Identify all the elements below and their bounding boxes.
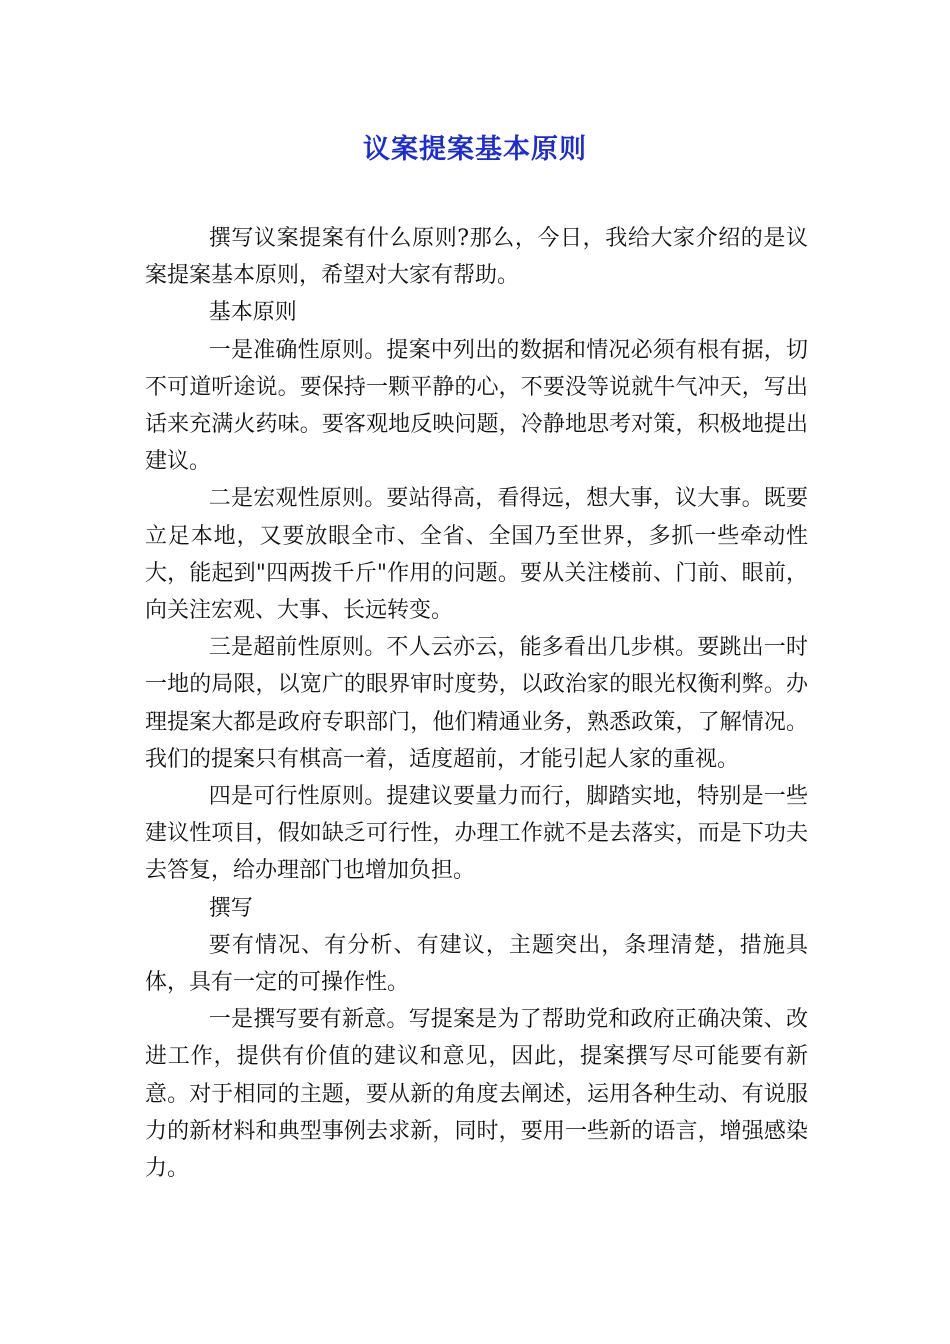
- paragraph-writing-requirements: 要有情况、有分析、有建议，主题突出，条理清楚，措施具体，具有一定的可操作性。: [145, 932, 808, 996]
- section-heading-writing: 撰写: [208, 895, 253, 921]
- paragraph-macro-principle: 二是宏观性原则。要站得高，看得远，想大事，议大事。既要立足本地，又要放眼全市、全省、全国乃至世界，多抓一些牵动性大，能起到"四两拨千斤"作用的问题。要从关注楼前、门前、眼前，向关注宏观、大事、长远转变。: [145, 486, 808, 624]
- paragraph-feasibility-principle: 四是可行性原则。提建议要量力而行，脚踏实地，特别是一些建议性项目，假如缺乏可行性，办理工作就不是去落实，而是下功夫去答复，给办理部门也增加负担。: [145, 784, 808, 884]
- paragraph-intro: 撰写议案提案有什么原则?那么，今日，我给大家介绍的是议案提案基本原则，希望对大家有帮助。: [145, 226, 808, 289]
- paragraph-forward-looking-principle: 三是超前性原则。不人云亦云，能多看出几步棋。要跳出一时一地的局限，以宽广的眼界审时度势，以政治家的眼光权衡利弊。办理提案大都是政府专职部门，他们精通业务，熟悉政策，了解情况。我们的提案只有棋高一着，适度超前，才能引起人家的重视。: [145, 635, 808, 772]
- document-body: [145, 220, 808, 1187]
- document-title: 议案提案基本原则: [363, 134, 587, 165]
- paragraph-novelty: 一是撰写要有新意。写提案是为了帮助党和政府正确决策、改进工作，提供有价值的建议和意见，因此，提案撰写尽可能要有新意。对于相同的主题，要从新的角度去阐述，运用各种生动、有说服力的新材料和典型事例去求新，同时，要用一些新的语言，增强感染力。: [145, 1007, 808, 1182]
- section-heading-basic-principles: 基本原则: [208, 300, 297, 326]
- paragraph-accuracy-principle: 一是准确性原则。提案中列出的数据和情况必须有根有据，切不可道听途说。要保持一颗平静的心，不要没等说就牛气冲天，写出话来充满火药味。要客观地反映问题，冷静地思考对策，积极地提出建议。: [145, 337, 808, 475]
